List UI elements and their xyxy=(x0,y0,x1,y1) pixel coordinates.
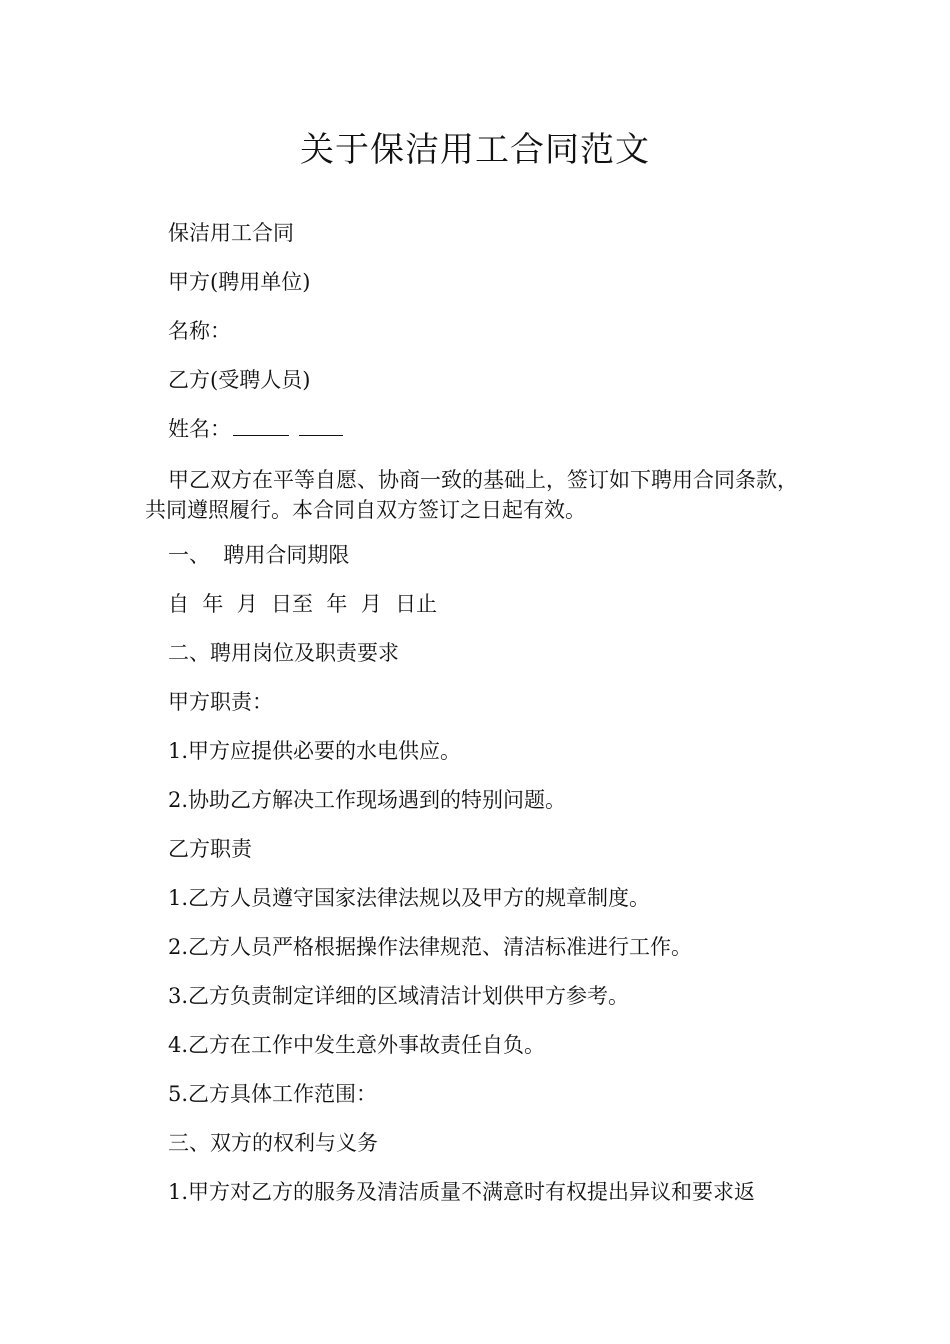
paragraph-agreement: 甲乙双方在平等自愿、协商一致的基础上，签订如下聘用合同条款，共同遵照履行。本合同自双方签订之日起有效。 xyxy=(145,468,798,522)
paragraph-term-dates: 自 年 月 日至 年 月 日止 xyxy=(168,592,438,616)
list-item: 2.乙方人员严格根据操作法律规范、清洁标准进行工作。 xyxy=(168,935,693,959)
name-label: 姓名： xyxy=(168,417,231,441)
section-heading-rights: 三、双方的权利与义务 xyxy=(168,1131,378,1155)
paragraph-contract-name: 保洁用工合同 xyxy=(168,221,294,245)
paragraph-party-b-name xyxy=(145,416,815,442)
paragraph-party-a-duties: 甲方职责： xyxy=(168,690,273,714)
list-item: 2.协助乙方解决工作现场遇到的特别问题。 xyxy=(168,788,567,812)
paragraph-party-a-name: 名称： xyxy=(168,319,231,343)
list-item: 1.甲方应提供必要的水电供应。 xyxy=(168,739,462,763)
section-heading-duties: 二、聘用岗位及职责要求 xyxy=(168,641,399,665)
list-item: 4.乙方在工作中发生意外事故责任自负。 xyxy=(168,1033,546,1057)
list-item: 5.乙方具体工作范围： xyxy=(168,1082,378,1106)
section-heading-term: 一、 聘用合同期限 xyxy=(168,543,350,567)
paragraph-party-a: 甲方(聘用单位) xyxy=(168,270,311,294)
list-item: 1.甲方对乙方的服务及清洁质量不满意时有权提出异议和要求返 xyxy=(168,1180,756,1204)
name-blank-2 xyxy=(299,417,343,436)
list-item: 1.乙方人员遵守国家法律法规以及甲方的规章制度。 xyxy=(168,886,651,910)
paragraph-party-b-duties: 乙方职责 xyxy=(168,837,252,861)
paragraph-party-b: 乙方(受聘人员) xyxy=(168,368,311,392)
document-title: 关于保洁用工合同范文 xyxy=(300,130,650,170)
name-blank-1 xyxy=(233,417,289,436)
document-body xyxy=(145,220,815,1228)
list-item: 3.乙方负责制定详细的区域清洁计划供甲方参考。 xyxy=(168,984,630,1008)
